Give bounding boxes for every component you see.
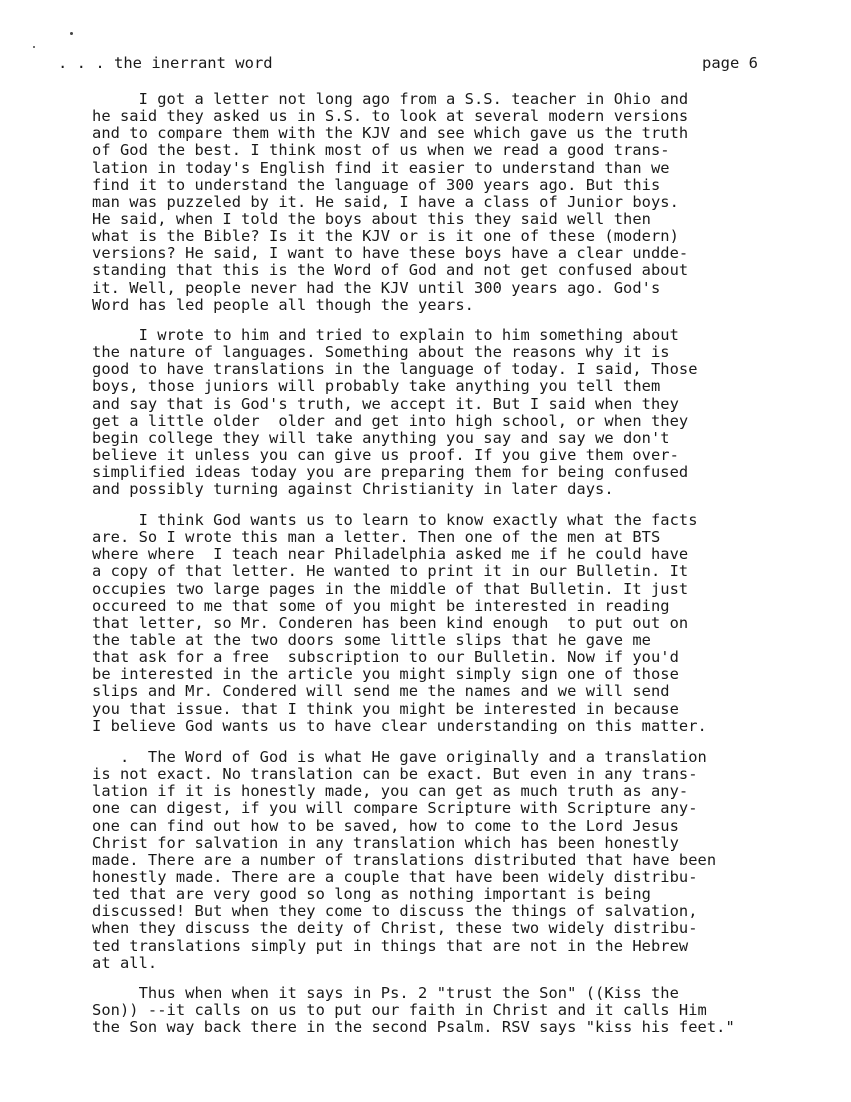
text-line: lation if it is honestly made, you can get as much truth as any- [92,782,689,801]
text-line: I think God wants us to learn to know exactly what the facts [92,511,698,529]
text-line: I got a letter not long ago from a S.S. teacher in Ohio and [92,90,689,108]
text-line: he said they asked us in S.S. to look at several modern versions [92,107,689,126]
text-line: simplified ideas today you are preparing them for being confused [92,463,689,482]
text-line: where where I teach near Philadelphia asked me if he could have [92,545,689,564]
text-line: I believe God wants us to have clear understanding on this matter. [92,716,707,735]
text-line: Son)) --it calls on us to put our faith in Christ and it calls Him [92,1001,707,1020]
text-line: when they discuss the deity of Christ, these two widely distribu- [92,919,698,938]
paragraph-4 [92,749,716,972]
text-line: He said, when I told the boys about this they said well then [92,209,651,228]
text-line: get a little older older and get into high school, or when they [92,411,689,430]
text-line: you that issue. that I think you might be interested in because [92,699,679,718]
text-line: Thus when when it says in Ps. 2 "trust the Son" ((Kiss the [92,984,679,1002]
text-line: find it to understand the language of 300 years ago. But this [92,175,661,194]
text-line: lation in today's English find it easier to understand than we [92,158,670,177]
paragraph-1 [92,91,688,314]
text-line: one can digest, if you will compare Scripture with Scripture any- [92,799,698,818]
text-line: the Son way back there in the second Psalm. RSV says "kiss his feet." [92,1018,735,1037]
page-number: page 6 [702,54,758,72]
text-line: ted translations simply put in things that are not in the Hebrew [92,936,689,955]
paragraph-5 [92,985,735,1036]
text-line: it. Well, people never had the KJV until 300 years ago. God's [92,278,661,297]
text-line: begin college they will take anything you say and say we don't [92,428,670,447]
page-header [58,54,758,76]
text-line: occureed to me that some of you might be interested in reading [92,596,670,615]
text-line: at all. [92,953,158,972]
text-line: boys, those juniors will probably take anything you tell them [92,377,661,396]
text-line: occupies two large pages in the middle of that Bulletin. It just [92,579,689,598]
text-line: versions? He said, I want to have these boys have a clear undde- [92,244,689,263]
paragraph-2 [92,327,698,498]
text-line: standing that this is the Word of God and not get confused about [92,261,689,280]
text-line: Word has led people all though the years. [92,295,474,314]
running-title: . . . the inerrant word [58,54,273,72]
text-line: discussed! But when they come to discuss the things of salvation, [92,902,698,921]
text-line: one can find out how to be saved, how to come to the Lord Jesus [92,816,679,835]
text-line: a copy of that letter. He wanted to print it in our Bulletin. It [92,562,689,581]
text-line: be interested in the article you might simply sign one of those [92,665,679,684]
text-line: believe it unless you can give us proof. If you give them over- [92,445,679,464]
text-line: that ask for a free subscription to our Bulletin. Now if you'd [92,648,679,667]
text-line: ted that are very good so long as nothing important is being [92,885,651,904]
text-line: are. So I wrote this man a letter. Then one of the men at BTS [92,528,661,547]
text-line: I wrote to him and tried to explain to him something about [92,326,679,344]
paragraph-3 [92,512,707,735]
text-line: man was puzzeled by it. He said, I have a class of Junior boys. [92,192,679,211]
text-line: the table at the two doors some little slips that he gave me [92,630,651,649]
text-line: honestly made. There are a couple that have been widely distribu- [92,867,698,886]
text-line: slips and Mr. Condered will send me the names and we will send [92,682,670,701]
paper-speck [33,46,35,48]
text-line: and to compare them with the KJV and see which gave us the truth [92,124,689,143]
text-line: and say that is God's truth, we accept it. But I said when they [92,394,679,413]
text-line: good to have translations in the language of today. I said, Those [92,360,698,379]
text-line: . The Word of God is what He gave originally and a translation [92,748,707,766]
text-line: that letter, so Mr. Conderen has been kind enough to put out on [92,613,689,632]
text-line: is not exact. No translation can be exact. But even in any trans- [92,765,698,784]
text-line: of God the best. I think most of us when we read a good trans- [92,141,670,160]
text-line: made. There are a number of translations distributed that have been [92,850,717,869]
text-line: Christ for salvation in any translation which has been honestly [92,833,679,852]
text-line: what is the Bible? Is it the KJV or is it one of these (modern) [92,227,679,246]
text-line: the nature of languages. Something about the reasons why it is [92,343,670,362]
paper-speck [70,32,73,35]
text-line: and possibly turning against Christianity in later days. [92,480,614,499]
